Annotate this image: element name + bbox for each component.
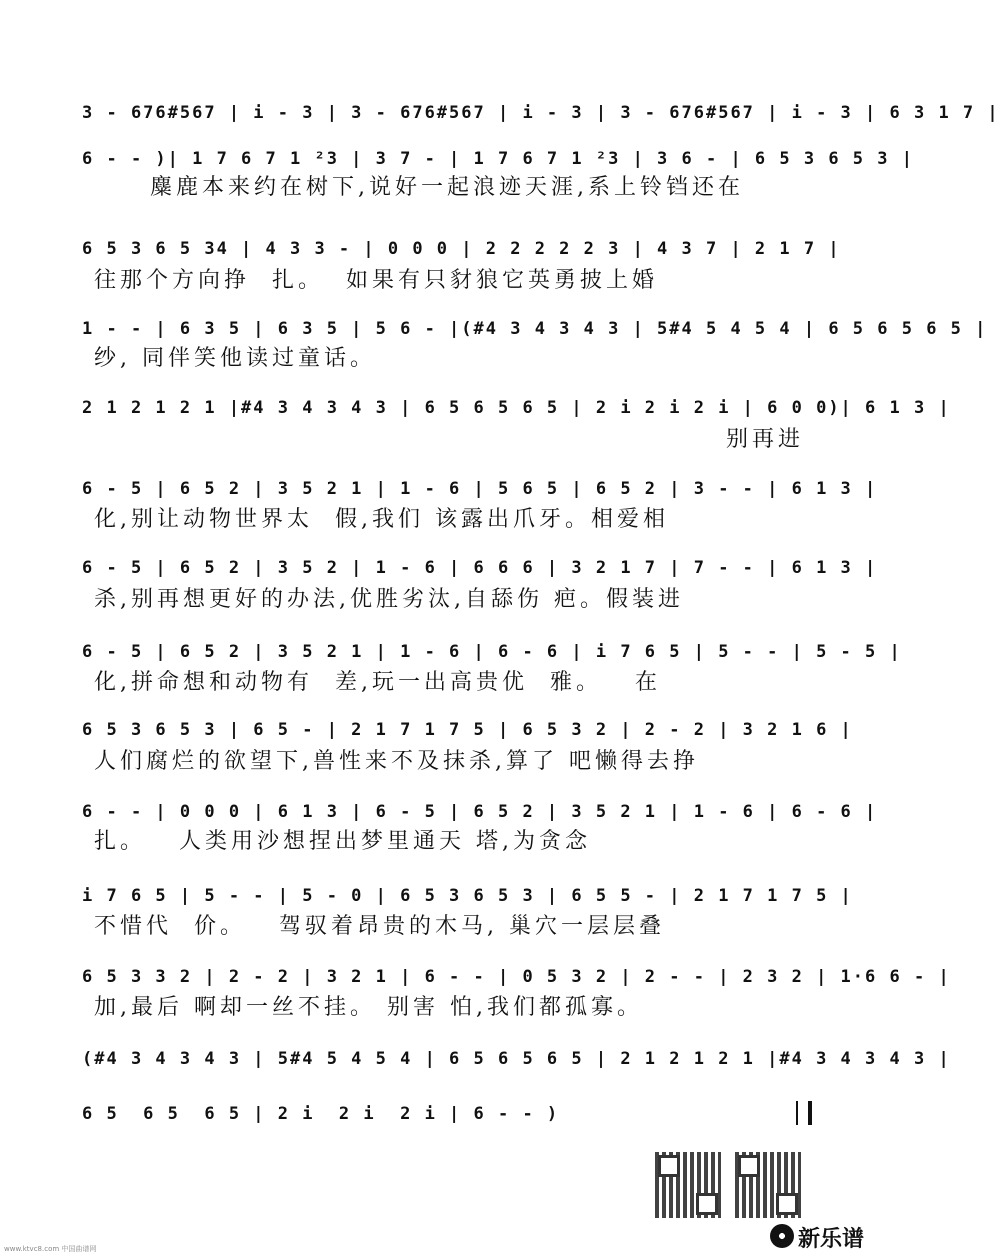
notation-row-13: (#4 3 4 3 4 3 | 5#4 5 4 5 4 | 6 5 6 5 6 5 | 2 1 2 1 2 1 |#4 3 4 3 4 3 | [82, 1049, 951, 1069]
lyric-row-4: 纱, 同伴笑他读过童话。 [94, 346, 376, 371]
notation-row-3: 6 5 3 6 5 34 | 4 3 3 - | 0 0 0 | 2 2 2 2 2 3 | 4 3 7 | 2 1 7 | [82, 239, 841, 259]
lyric-row-11: 不惜代 价。 驾驭着昂贵的木马, 巢穴一层层叠 [94, 914, 665, 939]
notation-row-2: 6 - - )| 1 7 6 7 1 ²3 | 3 7 - | 1 7 6 7 1 ²3 | 3 6 - | 6 5 3 6 5 3 | [82, 149, 914, 169]
notation-row-5: 2 1 2 1 2 1 |#4 3 4 3 4 3 | 6 5 6 5 6 5 | 2 i 2 i 2 i | 6 0 0)| 6 1 3 | [82, 398, 951, 418]
brand-logo [770, 1222, 882, 1252]
notation-row-6: 6 - 5 | 6 5 2 | 3 5 2 1 | 1 - 6 | 5 6 5 | 6 5 2 | 3 - - | 6 1 3 | [82, 479, 878, 499]
notation-row-9: 6 5 3 6 5 3 | 6 5 - | 2 1 7 1 7 5 | 6 5 3 2 | 2 - 2 | 3 2 1 6 | [82, 720, 853, 740]
lyric-row-8: 化,拼命想和动物有 差,玩一出高贵优 雅。 在 [94, 670, 661, 695]
notation-row-10: 6 - - | 0 0 0 | 6 1 3 | 6 - 5 | 6 5 2 | 3 5 2 1 | 1 - 6 | 6 - 6 | [82, 802, 878, 822]
notation-row-1: 3 - 676#567 | i - 3 | 3 - 676#567 | i - 3 | 3 - 676#567 | i - 3 | 6 3 1 7 | [82, 103, 1000, 123]
notation-row-8: 6 - 5 | 6 5 2 | 3 5 2 1 | 1 - 6 | 6 - 6 | i 7 6 5 | 5 - - | 5 - 5 | [82, 642, 902, 662]
lyric-row-5: 别再进 [725, 427, 804, 452]
final-barline [796, 1101, 812, 1125]
notation-row-11: i 7 6 5 | 5 - - | 5 - 0 | 6 5 3 6 5 3 | 6 5 5 - | 2 1 7 1 7 5 | [82, 886, 853, 906]
qr-code-2 [735, 1152, 801, 1218]
notation-row-12: 6 5 3 3 2 | 2 - 2 | 3 2 1 | 6 - - | 0 5 3 2 | 2 - - | 2 3 2 | 1·6 6 - | [82, 967, 951, 987]
brand-name: 新乐谱 [798, 1227, 865, 1252]
notation-row-4: 1 - - | 6 3 5 | 6 3 5 | 5 6 - |(#4 3 4 3 4 3 | 5#4 5 4 5 4 | 6 5 6 5 6 5 | [82, 319, 988, 339]
qr-code-1 [655, 1152, 721, 1218]
notation-row-7: 6 - 5 | 6 5 2 | 3 5 2 | 1 - 6 | 6 6 6 | 3 2 1 7 | 7 - - | 6 1 3 | [82, 558, 878, 578]
lyric-row-2: 麋鹿本来约在树下,说好一起浪迹天涯,系上铃铛还在 [150, 175, 744, 200]
notation-row-14: 6 5 6 5 6 5 | 2 i 2 i 2 i | 6 - - ) [82, 1104, 560, 1124]
record-disc-icon [770, 1224, 794, 1248]
lyric-row-12: 加,最后 啊却一丝不挂。 别害 怕,我们都孤寡。 [94, 995, 643, 1020]
lyric-row-10: 扎。 人类用沙想捏出梦里通天 塔,为贪念 [94, 829, 591, 854]
footer-site-text: www.ktvc8.com 中国曲谱网 [4, 1245, 97, 1253]
lyric-row-7: 杀,别再想更好的办法,优胜劣汰,自舔伤 疤。假装进 [94, 587, 684, 612]
lyric-row-3: 往那个方向挣 扎。 如果有只豺狼它英勇披上婚 [94, 268, 658, 293]
lyric-row-6: 化,别让动物世界太 假,我们 该露出爪牙。相爱相 [94, 507, 669, 532]
lyric-row-9: 人们腐烂的欲望下,兽性来不及抹杀,算了 吧懒得去挣 [94, 749, 699, 774]
